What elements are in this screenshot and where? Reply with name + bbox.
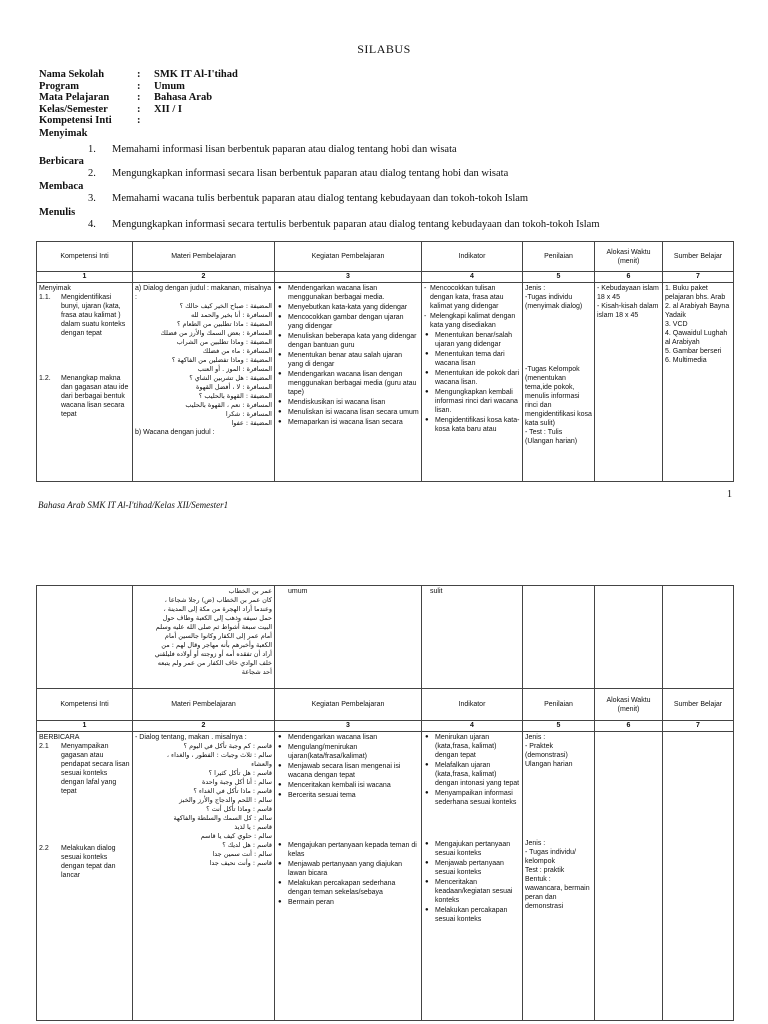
- penilaian-cell: [523, 732, 595, 1021]
- arabic-line: المسافرة : شكرا: [225, 410, 272, 418]
- sumber-line: 5. Gambar berseri: [665, 348, 722, 355]
- arabic-line: سالم : أنا أكل وجبة واحدة: [201, 778, 272, 786]
- penilaian-line: Bentuk :: [525, 876, 551, 883]
- spacer: [424, 808, 520, 840]
- meta-colon: :: [137, 103, 141, 115]
- col-number: 3: [275, 721, 422, 732]
- list-item: ● Menjawab pertanyaan yang diajukan lawan bicara: [288, 860, 419, 878]
- meta-value: Bahasa Arab: [154, 92, 213, 103]
- arabic-passage: [135, 587, 272, 677]
- arabic-line: سالم : اللحم والدجاج والأرز والخبز: [179, 796, 272, 804]
- arabic-line: عمر بن الخطاب: [228, 587, 272, 595]
- list-item: ● Mengajukan pertanyaan kepada teman di kelas: [288, 841, 419, 859]
- indikator-cell: [422, 586, 523, 689]
- section-label: BERBICARA: [39, 734, 80, 741]
- ki-item-2: [88, 168, 508, 179]
- meta-value: XII / I: [154, 103, 183, 115]
- arabic-line: قاسم : كم وجبة تأكل في اليوم ؟: [183, 742, 272, 750]
- indikator-list: [424, 840, 520, 924]
- col-number: 7: [663, 721, 734, 732]
- meta-row: [39, 69, 238, 81]
- arabic-line: المضيفة : عفوا: [231, 419, 272, 427]
- arabic-line: المسافرة : الموز . أو العنب: [197, 365, 272, 373]
- penilaian-line: Jenis :: [525, 285, 546, 292]
- section-berbicara: Berbicara: [39, 156, 84, 167]
- meta-key: Mata Pelajaran: [39, 92, 110, 103]
- arabic-line: المسافرة : بعض السمك والأرز من فضلك: [160, 329, 272, 337]
- list-item: ● Mengajukan pertanyaan sesuai konteks: [435, 840, 520, 858]
- col-number: 5: [523, 721, 595, 732]
- page-footer: Bahasa Arab SMK IT Al-I'tihad/Kelas XII/Semester1: [38, 500, 229, 510]
- list-item: ● Menentukan benar/salah ujaran yang didengar: [435, 331, 520, 349]
- penilaian-line: - Praktek (demonstrasi): [525, 743, 568, 759]
- list-item: ● Menjawab pertanyaan sesuai konteks: [435, 859, 520, 877]
- kd-item: [39, 293, 130, 338]
- arabic-line: المضيفة : ماذا تطلبين من الطعام ؟: [177, 320, 272, 328]
- col-number: 6: [595, 272, 663, 283]
- meta-colon: :: [137, 69, 141, 80]
- list-item: ● Menjawab secara lisan mengenai isi wacana dengan tepat: [288, 762, 419, 780]
- header-cell: Kegiatan Pembelajaran: [275, 689, 422, 721]
- list-item: ● Menceritakan kembali isi wacana: [288, 781, 419, 790]
- list-item: ● Menceritakan keadaan/kegiatan sesuai konteks: [435, 878, 520, 905]
- sumber-cell: [663, 283, 734, 482]
- arabic-line: حمل سيفه وذهب إلى الكعبة وطاف حول: [162, 614, 272, 622]
- ki-text: Mengungkapkan informasi secara lisan berbentuk paparan atau dialog tentang hobi dan wisata: [112, 168, 509, 179]
- header-cell: Sumber Belajar: [663, 689, 734, 721]
- arabic-line: المسافرة : نعم ، القهوة بالحليب: [185, 401, 272, 409]
- list-item: ● Menuliskan isi wacana lisan secara umum: [288, 408, 419, 417]
- arabic-line: قاسم : وماذا تأكل أنت ؟: [206, 805, 272, 813]
- penilaian-line: -Tugas Kelompok (menentukan tema,ide pokok, menulis informasi rinci dan mengidentifikasi kosa kata sulit): [525, 366, 592, 427]
- col-number: 4: [422, 272, 523, 283]
- table-header-row: [37, 689, 734, 721]
- ki-item-4: [88, 219, 600, 230]
- col-number: 6: [595, 721, 663, 732]
- meta-row: [39, 115, 238, 127]
- list-item: - Melengkapi kalimat dengan kata yang disediakan: [430, 312, 520, 330]
- sumber-cell: [663, 586, 734, 689]
- spacer: [277, 801, 419, 841]
- penilaian-line: Jenis :: [525, 734, 546, 741]
- arabic-line: أراد أن تفقده أمه أو زوجته أو أولاده فليلقني: [154, 650, 272, 658]
- arabic-line: قاسم : هل لديك ؟: [222, 841, 272, 849]
- kd-item: [39, 844, 130, 880]
- col-number: 3: [275, 272, 422, 283]
- kd-num: 1.2.: [39, 375, 51, 382]
- penilaian-line: Ulangan harian: [525, 761, 573, 768]
- kegiatan-cell: [275, 283, 422, 482]
- meta-key: Program: [39, 80, 80, 92]
- continuation-row: [37, 586, 734, 689]
- col-number: 1: [37, 721, 133, 732]
- col-number: 4: [422, 721, 523, 732]
- ki-num: 3.: [88, 193, 96, 204]
- syllabus-table-2: [36, 585, 734, 1021]
- indikator-list: [424, 284, 520, 330]
- list-item: ● Bermain peran: [288, 898, 419, 907]
- list-item: ● Mengungkapkan kembali informasi rinci dari wacana lisan.: [435, 388, 520, 415]
- meta-colon: :: [137, 92, 141, 103]
- list-item: - Mencocokkan tulisan dengan kata, frasa atau kalimat yang didengar: [430, 284, 520, 311]
- header-cell: Materi Pembelajaran: [133, 242, 275, 272]
- arabic-dialog: [135, 302, 272, 428]
- header-cell: Alokasi Waktu (menit): [595, 689, 663, 721]
- arabic-line: المضيفة : صباح الخير كيف حالك ؟: [179, 302, 272, 310]
- spacer: [525, 769, 592, 839]
- ki-num: 2.: [88, 168, 96, 179]
- header-cell: Sumber Belajar: [663, 242, 734, 272]
- spacer: [39, 796, 130, 844]
- list-item: ● Menirukan ujaran (kata,frasa, kalimat) dengan tepat: [435, 733, 520, 760]
- arabic-line: المسافرة : ماء من فضلك: [202, 347, 272, 355]
- arabic-line: سالم : أنت سمين جدا: [212, 850, 272, 858]
- header-cell: Kompetensi Inti: [37, 689, 133, 721]
- arabic-line: أحد شجاعة: [241, 668, 272, 676]
- arabic-line: المسافرة : لا ، أفضل القهوة: [195, 383, 272, 391]
- column-number-row: [37, 721, 734, 732]
- arabic-line: قاسم : هل تأكل كثيرا ؟: [208, 769, 272, 777]
- ki-item-1: [88, 144, 457, 155]
- arabic-line: الكعبة وأخبرهم بأنه مهاجر وقال لهم : من: [161, 641, 272, 649]
- materi-title: - Dialog tentang, makan . misalnya :: [135, 734, 247, 741]
- meta-block: [39, 69, 238, 127]
- table-row: [37, 283, 734, 482]
- table-header-row: [37, 242, 734, 272]
- arabic-line: وعندما أراد الهجرة من مكة إلى المدينة ،: [163, 605, 272, 613]
- syllabus-table-1: [36, 241, 734, 482]
- arabic-line: المضيفة : هل تشربين الشاي ؟: [189, 374, 272, 382]
- indikator-line: sulit: [430, 588, 443, 595]
- penilaian-cell: [523, 586, 595, 689]
- section-membaca: Membaca: [39, 181, 84, 192]
- indikator-list: [424, 733, 520, 807]
- spacer: [525, 311, 592, 365]
- list-item: ● Mendiskusikan isi wacana lisan: [288, 398, 419, 407]
- arabic-line: قاسم : ماذا تأكل في الغداء ؟: [193, 787, 272, 795]
- ki-text: Mengungkapkan informasi secara tertulis berbentuk paparan atau dialog tentang kebudayaan dan tokoh-tokoh Islam: [112, 219, 600, 230]
- arabic-line: البيت سبعة أشواط ثم صلى الله عليه وسلم: [155, 623, 272, 631]
- header-cell: Penilaian: [523, 242, 595, 272]
- sumber-line: 2. al Arabiyah Bayna Yadaik: [665, 303, 730, 319]
- page-title: SILABUS: [357, 42, 411, 56]
- sumber-cell: [663, 732, 734, 1021]
- meta-row: [39, 104, 238, 116]
- alokasi-cell: [595, 732, 663, 1021]
- column-number-row: [37, 272, 734, 283]
- sumber-line: 4. Qawaidul Lughah al Arabiyah: [665, 330, 728, 346]
- arabic-line: أمام عمر إلى الكفار وكانوا جالسين أمام: [164, 632, 272, 640]
- materi-cell: [133, 283, 275, 482]
- alokasi-line: - Kisah-kisah dalam islam 18 x 45: [597, 303, 659, 319]
- meta-key: Kelas/Semester: [39, 103, 108, 115]
- penilaian-line: Jenis :: [525, 840, 546, 847]
- ki-text: Memahami informasi lisan berbentuk paparan atau dialog tentang hobi dan wisata: [112, 144, 457, 155]
- penilaian-cell: [523, 283, 595, 482]
- col-number: 2: [133, 721, 275, 732]
- indikator-cell: [422, 732, 523, 1021]
- kompetensi-cell: [37, 732, 133, 1021]
- list-item: ● Memaparkan isi wacana lisan secara: [288, 418, 419, 427]
- kegiatan-cell: [275, 586, 422, 689]
- meta-colon: :: [137, 115, 141, 126]
- kompetensi-cell: [37, 586, 133, 689]
- list-item: ● Mendengarkan wacana lisan: [288, 733, 419, 742]
- list-item: ● Menuliskan beberapa kata yang didengar dengan bantuan guru: [288, 332, 419, 350]
- page-2: [0, 576, 768, 1024]
- list-item: ● Melakukan percakapan sesuai konteks: [435, 906, 520, 924]
- arabic-dialog: [135, 742, 272, 868]
- spacer: [39, 338, 130, 374]
- ki-num: 1.: [88, 144, 96, 155]
- kegiatan-list: [277, 284, 419, 427]
- meta-value: SMK IT Al-I'tihad: [154, 69, 238, 80]
- kompetensi-cell: [37, 283, 133, 482]
- meta-row: [39, 81, 238, 93]
- materi-cell: [133, 732, 275, 1021]
- sumber-line: 6. Multimedia: [665, 357, 707, 364]
- alokasi-line: - Kebudayaan islam 18 x 45: [597, 285, 659, 301]
- header-cell: Indikator: [422, 689, 523, 721]
- kegiatan-line: umum: [288, 588, 308, 595]
- materi-cell: [133, 586, 275, 689]
- section-menyimak: Menyimak: [39, 128, 88, 139]
- header-cell: Kompetensi Inti: [37, 242, 133, 272]
- arabic-line: المضيفة : وماذا تطلبين من الشراب: [176, 338, 272, 346]
- penilaian-line: - Tugas individu/ kelompok: [525, 849, 576, 865]
- list-item: ● Melafalkan ujaran (kata,frasa, kalimat) dengan intonasi yang tepat: [435, 761, 520, 788]
- materi-title: a) Dialog dengan judul : makanan, misalnya :: [135, 285, 272, 301]
- list-item: ● Mendengarkan wacana lisan dengan menggunakan berbagai media (guru atau tape): [288, 370, 419, 397]
- list-item: ● Melakukan percakapan sederhana dengan teman sekelas/sebaya: [288, 879, 419, 897]
- kd-num: 2.1: [39, 743, 49, 750]
- header-cell: Penilaian: [523, 689, 595, 721]
- col-number: 2: [133, 272, 275, 283]
- meta-key: Kompetensi Inti: [39, 115, 112, 126]
- list-item: ● Mengulang/menirukan ujaran(kata/frasa/kalimat): [288, 743, 419, 761]
- arabic-line: قاسم : يا لذيذ: [234, 823, 272, 831]
- sumber-line: 3. VCD: [665, 321, 688, 328]
- penilaian-line: - Test : Tulis (Ulangan harian): [525, 429, 578, 445]
- kd-num: 2.2: [39, 845, 49, 852]
- arabic-line: كان عمر بن الخطاب (ض) رجلا شجاعا ،: [164, 596, 272, 604]
- alokasi-cell: [595, 283, 663, 482]
- list-item: ● Menentukan tema dari wacana lisan: [435, 350, 520, 368]
- header-cell: Indikator: [422, 242, 523, 272]
- arabic-line: قاسم : وأنت نحيف جدا: [209, 859, 272, 867]
- ki-item-3: [88, 193, 528, 204]
- page-gap: [0, 516, 768, 576]
- list-item: ● Menentukan benar atau salah ujaran yang di dengar: [288, 351, 419, 369]
- col-number: 7: [663, 272, 734, 283]
- kd-text: Menangkap makna dan gagasan atau ide dari berbagai bentuk wacana lisan secara tepat: [61, 375, 129, 418]
- penilaian-line: wawancara, bermain peran dan demonstrasi: [525, 885, 590, 910]
- list-item: ● Bercerita sesuai tema: [288, 791, 419, 800]
- section-menulis: Menulis: [39, 207, 76, 218]
- meta-key: Nama Sekolah: [39, 69, 105, 80]
- meta-value: Umum: [154, 80, 185, 92]
- section-label: Menyimak: [39, 285, 71, 292]
- list-item: ● Menyampaikan informasi sederhana sesuai konteks: [435, 789, 520, 807]
- materi-title: b) Wacana dengan judul :: [135, 429, 215, 436]
- arabic-line: سالم : ثلاث وجبات : الفطور ، والغداء ،: [166, 751, 272, 759]
- list-item: ● Menyebutkan kata-kata yang didengar: [288, 303, 419, 312]
- kegiatan-cell: [275, 732, 422, 1021]
- meta-colon: :: [137, 80, 141, 92]
- arabic-line: المضيفة : وماذا تفضلين من الفاكهة ؟: [171, 356, 272, 364]
- list-item: ● Mendengarkan wacana lisan menggunakan berbagai media.: [288, 284, 419, 302]
- arabic-line: خلف الوادي خاف الكفار من عمر ولم يتبعه: [157, 659, 272, 667]
- kd-text: Melakukan dialog sesuai konteks dengan tepat dan lancar: [61, 845, 116, 879]
- kd-text: Menyampaikan gagasan atau pendapat secara lisan sesuai konteks dengan lafal yang tepat: [61, 743, 130, 795]
- header-cell: Kegiatan Pembelajaran: [275, 242, 422, 272]
- col-number: 1: [37, 272, 133, 283]
- ki-text: Memahami wacana tulis berbentuk paparan atau dialog tentang kebudayaan dan tokoh-tokoh Islam: [112, 193, 529, 204]
- col-number: 5: [523, 272, 595, 283]
- arabic-line: والعشاء: [251, 760, 272, 768]
- penilaian-line: -Tugas individu (menyimak dialog): [525, 294, 583, 310]
- kd-item: [39, 374, 130, 419]
- list-item: ● Menentukan ide pokok dari wacana lisan.: [435, 369, 520, 387]
- arabic-line: المضيفة : القهوة بالحليب ؟: [198, 392, 272, 400]
- arabic-line: سالم : كل السمك والسلطة والفاكهة: [173, 814, 272, 822]
- penilaian-line: Test : praktik: [525, 867, 565, 874]
- header-cell: Materi Pembelajaran: [133, 689, 275, 721]
- list-item: ● Mencocokkan gambar dengan ujaran yang didengar: [288, 313, 419, 331]
- sumber-line: 1. Buku paket pelajaran bhs. Arab: [665, 285, 726, 301]
- indikator-cell: [422, 283, 523, 482]
- header-cell: Alokasi Waktu (menit): [595, 242, 663, 272]
- kd-item: [39, 742, 130, 796]
- kd-num: 1.1.: [39, 294, 51, 301]
- indikator-list: [424, 331, 520, 434]
- arabic-line: المسافرة : أنا بخير والحمد لله: [191, 311, 272, 319]
- list-item: ● Mengidentifikasi kosa kata-kosa kata baru atau: [435, 416, 520, 434]
- alokasi-cell: [595, 586, 663, 689]
- page-number: 1: [727, 489, 732, 500]
- ki-num: 4.: [88, 219, 96, 230]
- table-row: [37, 732, 734, 1021]
- kegiatan-list: [277, 841, 419, 907]
- arabic-line: سالم : حلوي كيف يا قاسم: [200, 832, 272, 840]
- kegiatan-list: [277, 733, 419, 800]
- kd-text: Mengidentifikasi bunyi, ujaran (kata, frasa atau kalimat ) dalam suatu konteks dengan tepat: [61, 294, 126, 337]
- meta-row: [39, 92, 238, 104]
